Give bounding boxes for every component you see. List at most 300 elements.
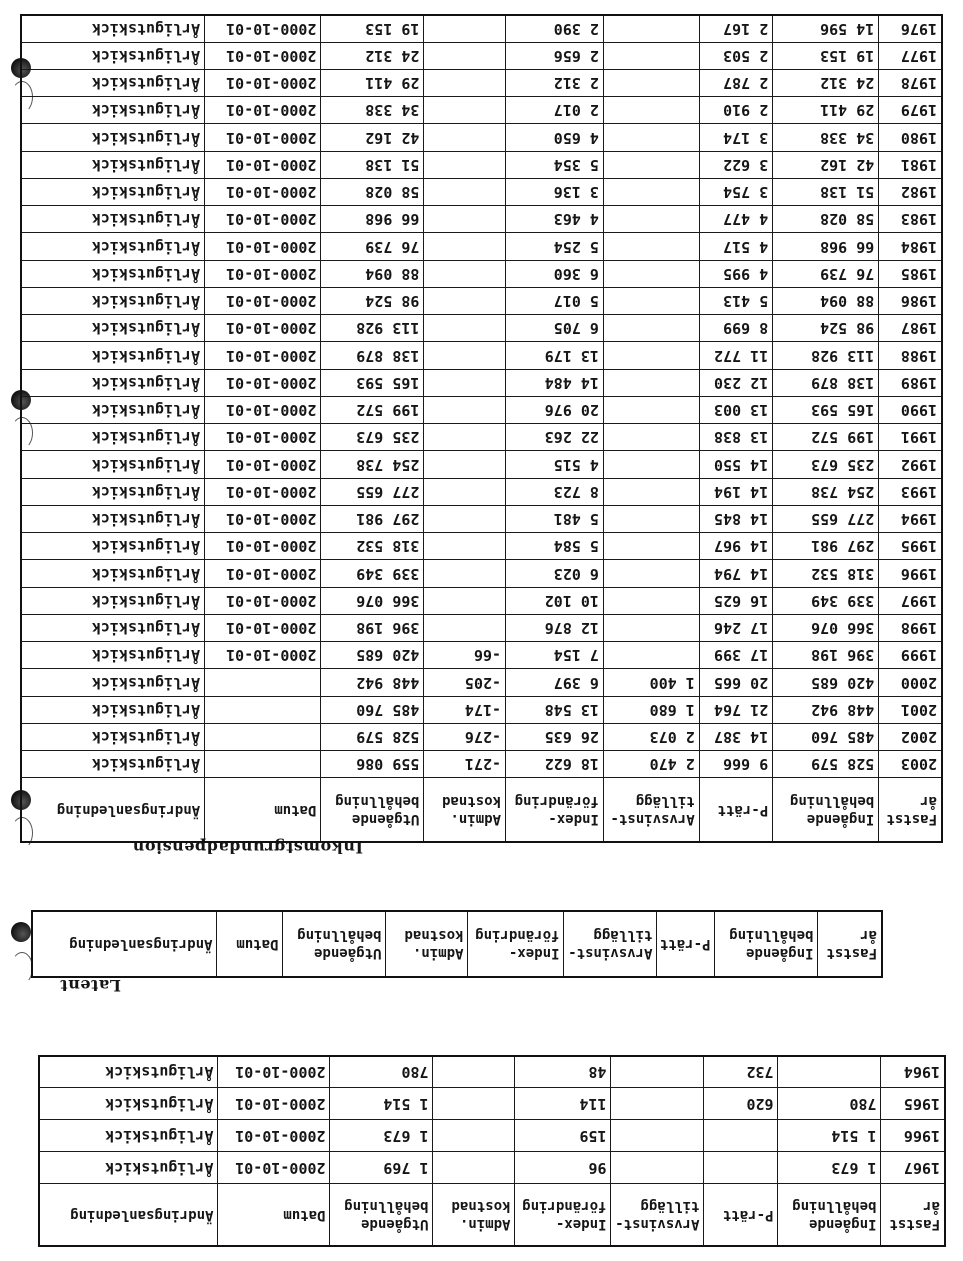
cell-admin — [424, 424, 506, 451]
cell-ar: 1989 — [879, 369, 942, 396]
cell-ingaende: 420 685 — [773, 669, 879, 696]
cell-arvsvinst — [603, 42, 699, 69]
header-col-prat — [704, 1184, 778, 1246]
cell-anledning: Årligutskick — [21, 669, 205, 696]
header-col-admin — [433, 1184, 515, 1246]
table-header-row — [39, 1184, 945, 1246]
cell-prat: 11 772 — [699, 342, 772, 369]
cell-datum: 2000-10-01 — [205, 42, 321, 69]
cell-utgaende: 1 769 — [330, 1152, 433, 1184]
cell-anledning: Årligutskick — [21, 478, 205, 505]
cell-admin — [433, 1152, 515, 1184]
cell-anledning: Årligutskick — [39, 1120, 218, 1152]
cell-ingaende: 42 162 — [773, 151, 879, 178]
cell-arvsvinst — [603, 97, 699, 124]
cell-datum: 2000-10-01 — [205, 369, 321, 396]
cell-anledning: Årligutskick — [21, 315, 205, 342]
cell-anledning: Årligutskick — [21, 587, 205, 614]
cell-ar: 1988 — [879, 342, 942, 369]
cell-ingaende: 88 094 — [773, 288, 879, 315]
cell-utgaende: 780 — [330, 1056, 433, 1088]
cell-datum: 2000-10-01 — [218, 1120, 330, 1152]
cell-arvsvinst — [603, 478, 699, 505]
cell-admin — [424, 42, 506, 69]
cell-arvsvinst: 2 073 — [603, 724, 699, 751]
header-line-1: Index- — [508, 945, 560, 961]
section-caption-inkomstgrundad: Inkomstgrundadpension — [132, 838, 363, 857]
cell-ingaende: 19 153 — [773, 42, 879, 69]
header-line-2: år — [860, 927, 877, 943]
cell-anledning: Årligutskick — [21, 696, 205, 723]
header-col-arvsvinst — [564, 911, 657, 977]
table-header-row — [32, 911, 882, 977]
cell-utgaende: 420 685 — [321, 642, 424, 669]
header-line-2: förändring — [475, 927, 560, 943]
cell-ar: 1998 — [879, 615, 942, 642]
cell-prat: 16 625 — [699, 587, 772, 614]
cell-ingaende: 485 760 — [773, 724, 879, 751]
cell-ar: 1990 — [879, 397, 942, 424]
cell-anledning: Årligutskick — [21, 179, 205, 206]
cell-anledning: Årligutskick — [21, 533, 205, 560]
table-row — [21, 288, 942, 315]
table-row — [21, 15, 942, 42]
cell-anledning: Årligutskick — [21, 233, 205, 260]
table-row — [21, 369, 942, 396]
table-row — [39, 1056, 945, 1088]
cell-utgaende: 76 739 — [321, 233, 424, 260]
cell-prat: 2 910 — [699, 97, 772, 124]
header-col-anledning — [32, 911, 217, 977]
cell-admin: -276 — [424, 724, 506, 751]
cell-ingaende: 318 532 — [773, 560, 879, 587]
cell-admin — [424, 587, 506, 614]
header-line-1: Index- — [548, 810, 599, 827]
cell-ar: 1982 — [879, 179, 942, 206]
cell-ingaende: 24 312 — [773, 70, 879, 97]
cell-ingaende: 165 593 — [773, 397, 879, 424]
cell-datum: 2000-10-01 — [205, 97, 321, 124]
cell-ingaende: 14 596 — [773, 15, 879, 42]
pension-table-bottom — [40, 1057, 946, 1247]
cell-arvsvinst — [603, 315, 699, 342]
cell-prat: 14 967 — [699, 533, 772, 560]
cell-ar: 1979 — [879, 97, 942, 124]
cell-utgaende: 88 094 — [321, 260, 424, 287]
header-col-ar — [879, 778, 942, 842]
cell-utgaende: 98 524 — [321, 288, 424, 315]
cell-utgaende: 165 593 — [321, 369, 424, 396]
cell-anledning: Årligutskick — [39, 1152, 218, 1184]
header-line-1: P-rätt — [717, 801, 769, 818]
cell-index: 48 — [515, 1056, 611, 1088]
header-line-1: Datum — [274, 801, 317, 818]
header-line-1: Admin. — [450, 810, 502, 827]
cell-utgaende: 24 312 — [321, 42, 424, 69]
cell-admin — [424, 478, 506, 505]
header-col-datum — [205, 778, 321, 842]
header-line-1: Ingående — [809, 1215, 877, 1232]
cell-ar: 1980 — [879, 124, 942, 151]
cell-prat: 620 — [704, 1088, 778, 1120]
cell-datum: 2000-10-01 — [205, 587, 321, 614]
table-row — [21, 560, 942, 587]
cell-index: 5 584 — [506, 533, 604, 560]
cell-anledning: Årligutskick — [21, 397, 205, 424]
cell-index: 8 723 — [506, 478, 604, 505]
cell-index: 20 976 — [506, 397, 604, 424]
header-line-1: Arvsvinst- — [615, 1215, 700, 1232]
cell-admin — [424, 124, 506, 151]
cell-admin — [424, 397, 506, 424]
cell-prat: 3 174 — [699, 124, 772, 151]
cell-anledning: Årligutskick — [21, 451, 205, 478]
header-line-1: Arvsvinst- — [610, 810, 695, 827]
header-line-2: behållning — [344, 1197, 429, 1214]
cell-admin — [424, 151, 506, 178]
cell-ar: 1987 — [879, 315, 942, 342]
cell-index: 14 484 — [506, 369, 604, 396]
cell-ingaende: 199 572 — [773, 424, 879, 451]
cell-arvsvinst — [603, 233, 699, 260]
cell-anledning: Årligutskick — [39, 1056, 218, 1088]
cell-index: 2 656 — [506, 42, 604, 69]
cell-ar: 1999 — [879, 642, 942, 669]
header-line-1: Index- — [555, 1215, 607, 1232]
table-row — [21, 42, 942, 69]
cell-utgaende: 34 338 — [321, 97, 424, 124]
cell-anledning: Årligutskick — [21, 751, 205, 778]
header-col-prat — [657, 911, 715, 977]
cell-arvsvinst — [603, 615, 699, 642]
cell-utgaende: 235 673 — [321, 424, 424, 451]
cell-utgaende: 1 673 — [330, 1120, 433, 1152]
cell-anledning: Årligutskick — [21, 506, 205, 533]
cell-datum: 2000-10-01 — [205, 70, 321, 97]
cell-ingaende: 1 673 — [778, 1152, 881, 1184]
cell-datum: 2000-10-01 — [205, 151, 321, 178]
cell-index: 18 622 — [506, 751, 604, 778]
cell-arvsvinst — [603, 206, 699, 233]
cell-prat — [704, 1120, 778, 1152]
cell-datum: 2000-10-01 — [218, 1088, 330, 1120]
section-caption-latent: Latent — [59, 976, 121, 995]
cell-admin — [424, 342, 506, 369]
cell-datum: 2000-10-01 — [205, 179, 321, 206]
cell-admin — [424, 451, 506, 478]
cell-index: 5 017 — [506, 288, 604, 315]
header-col-index — [506, 778, 604, 842]
cell-anledning: Årligutskick — [21, 206, 205, 233]
cell-utgaende: 366 076 — [321, 587, 424, 614]
cell-arvsvinst — [603, 451, 699, 478]
cell-index: 6 023 — [506, 560, 604, 587]
punch-hole-arc — [11, 952, 33, 984]
cell-index: 159 — [515, 1120, 611, 1152]
cell-arvsvinst — [603, 260, 699, 287]
cell-arvsvinst — [603, 642, 699, 669]
cell-utgaende: 277 655 — [321, 478, 424, 505]
cell-utgaende: 58 028 — [321, 179, 424, 206]
header-col-arvsvinst — [611, 1184, 704, 1246]
header-line-1: Ingående — [806, 810, 875, 827]
cell-index: 4 463 — [506, 206, 604, 233]
header-col-datum — [218, 1184, 330, 1246]
header-line-2: behållning — [297, 927, 382, 943]
header-line-1: Ändringsanledning — [56, 801, 201, 818]
cell-index: 6 397 — [506, 669, 604, 696]
header-line-1: P-rätt — [722, 1206, 774, 1223]
cell-admin — [424, 533, 506, 560]
cell-ingaende: 448 942 — [773, 696, 879, 723]
cell-datum: 2000-10-01 — [205, 315, 321, 342]
cell-anledning: Årligutskick — [21, 424, 205, 451]
header-col-index — [468, 911, 564, 977]
table-row — [21, 506, 942, 533]
cell-utgaende: 528 579 — [321, 724, 424, 751]
cell-ar: 1983 — [879, 206, 942, 233]
header-line-2: år — [923, 1197, 940, 1214]
cell-ingaende: 396 198 — [773, 642, 879, 669]
cell-admin: -271 — [424, 751, 506, 778]
header-col-utgaende — [283, 911, 386, 977]
cell-anledning: Årligutskick — [21, 560, 205, 587]
cell-index: 2 017 — [506, 97, 604, 124]
table-row — [21, 669, 942, 696]
cell-anledning: Årligutskick — [21, 97, 205, 124]
cell-prat: 2 167 — [699, 15, 772, 42]
pension-table-inkomstgrundad — [20, 14, 943, 843]
cell-ar: 1991 — [879, 424, 942, 451]
cell-arvsvinst: 2 470 — [603, 751, 699, 778]
cell-ingaende: 235 673 — [773, 451, 879, 478]
cell-ar: 2001 — [879, 696, 942, 723]
cell-datum — [205, 724, 321, 751]
cell-ar: 1981 — [879, 151, 942, 178]
cell-ingaende: 58 028 — [773, 206, 879, 233]
cell-ar: 1978 — [879, 70, 942, 97]
header-line-1: Utgående — [314, 945, 382, 961]
header-line-1: Admin. — [412, 945, 464, 961]
table-row — [21, 70, 942, 97]
cell-ar: 1967 — [881, 1152, 945, 1184]
cell-index: 5 354 — [506, 151, 604, 178]
cell-admin — [424, 206, 506, 233]
header-col-datum — [217, 911, 283, 977]
table-row — [21, 615, 942, 642]
cell-datum: 2000-10-01 — [218, 1152, 330, 1184]
cell-ingaende: 277 655 — [773, 506, 879, 533]
cell-prat: 12 230 — [699, 369, 772, 396]
cell-index: 3 136 — [506, 179, 604, 206]
cell-admin — [424, 506, 506, 533]
table-row — [39, 1088, 945, 1120]
cell-prat: 9 666 — [699, 751, 772, 778]
cell-anledning: Årligutskick — [21, 151, 205, 178]
cell-datum: 2000-10-01 — [205, 15, 321, 42]
cell-ar: 2002 — [879, 724, 942, 751]
cell-arvsvinst — [603, 587, 699, 614]
header-line-1: Arvsvinst- — [568, 945, 653, 961]
cell-arvsvinst — [603, 506, 699, 533]
cell-index: 10 102 — [506, 587, 604, 614]
cell-ingaende: 780 — [778, 1088, 881, 1120]
header-line-1: Admin. — [459, 1215, 511, 1232]
cell-index: 7 154 — [506, 642, 604, 669]
cell-arvsvinst — [603, 151, 699, 178]
cell-datum: 2000-10-01 — [205, 451, 321, 478]
cell-datum: 2000-10-01 — [205, 560, 321, 587]
cell-anledning: Årligutskick — [39, 1088, 218, 1120]
header-line-1: Ändringsanledning — [69, 936, 213, 952]
cell-index: 5 481 — [506, 506, 604, 533]
cell-ar: 1985 — [879, 260, 942, 287]
cell-ingaende: 66 968 — [773, 233, 879, 260]
cell-prat: 13 003 — [699, 397, 772, 424]
cell-ar: 1986 — [879, 288, 942, 315]
header-col-index — [515, 1184, 611, 1246]
cell-admin — [424, 97, 506, 124]
table-row — [21, 179, 942, 206]
cell-admin — [424, 369, 506, 396]
cell-anledning: Årligutskick — [21, 15, 205, 42]
cell-arvsvinst — [603, 424, 699, 451]
cell-anledning: Årligutskick — [21, 70, 205, 97]
header-col-anledning — [21, 778, 205, 842]
cell-utgaende: 297 981 — [321, 506, 424, 533]
cell-prat: 13 838 — [699, 424, 772, 451]
cell-prat: 17 399 — [699, 642, 772, 669]
cell-datum: 2000-10-01 — [205, 615, 321, 642]
cell-prat: 14 194 — [699, 478, 772, 505]
cell-prat: 17 246 — [699, 615, 772, 642]
cell-ar: 1964 — [881, 1056, 945, 1088]
cell-index: 2 312 — [506, 70, 604, 97]
cell-index: 5 254 — [506, 233, 604, 260]
cell-admin — [424, 260, 506, 287]
table-row — [21, 206, 942, 233]
punch-hole — [11, 922, 31, 942]
cell-ingaende: 366 076 — [773, 615, 879, 642]
cell-prat: 5 413 — [699, 288, 772, 315]
table-header-row — [21, 778, 942, 842]
cell-arvsvinst — [603, 288, 699, 315]
cell-ingaende: 339 349 — [773, 587, 879, 614]
cell-admin — [424, 288, 506, 315]
cell-arvsvinst: 1 680 — [603, 696, 699, 723]
cell-index: 2 390 — [506, 15, 604, 42]
table-row — [21, 587, 942, 614]
cell-ingaende: 297 981 — [773, 533, 879, 560]
cell-utgaende: 559 086 — [321, 751, 424, 778]
cell-datum — [205, 696, 321, 723]
cell-arvsvinst — [603, 70, 699, 97]
cell-datum: 2000-10-01 — [218, 1056, 330, 1088]
header-col-utgaende — [330, 1184, 433, 1246]
table-row — [39, 1120, 945, 1152]
cell-ar: 1996 — [879, 560, 942, 587]
cell-arvsvinst — [603, 124, 699, 151]
cell-prat: 732 — [704, 1056, 778, 1088]
header-line-1: Ingående — [746, 945, 814, 961]
table-row — [21, 533, 942, 560]
cell-ingaende: 76 739 — [773, 260, 879, 287]
header-col-anledning — [39, 1184, 218, 1246]
cell-prat: 4 517 — [699, 233, 772, 260]
cell-utgaende: 339 349 — [321, 560, 424, 587]
cell-prat: 20 665 — [699, 669, 772, 696]
cell-ar: 1997 — [879, 587, 942, 614]
cell-arvsvinst — [603, 560, 699, 587]
header-line-2: behållning — [792, 1197, 877, 1214]
cell-admin — [424, 615, 506, 642]
header-line-1: Fastst — [826, 945, 877, 961]
cell-datum — [205, 669, 321, 696]
table-row — [21, 724, 942, 751]
header-col-ingaende — [778, 1184, 881, 1246]
table-row — [21, 342, 942, 369]
cell-arvsvinst — [611, 1152, 704, 1184]
cell-utgaende: 51 138 — [321, 151, 424, 178]
cell-admin — [424, 15, 506, 42]
cell-index: 96 — [515, 1152, 611, 1184]
cell-arvsvinst: 1 400 — [603, 669, 699, 696]
header-line-1: Utgående — [361, 1215, 429, 1232]
cell-prat — [704, 1152, 778, 1184]
cell-prat: 2 503 — [699, 42, 772, 69]
cell-ar: 1984 — [879, 233, 942, 260]
cell-utgaende: 199 572 — [321, 397, 424, 424]
table-row — [21, 397, 942, 424]
cell-ingaende — [778, 1056, 881, 1088]
header-line-1: Datum — [236, 936, 279, 952]
cell-ar: 1992 — [879, 451, 942, 478]
cell-utgaende: 19 153 — [321, 15, 424, 42]
cell-index: 6 360 — [506, 260, 604, 287]
cell-prat: 14 387 — [699, 724, 772, 751]
table-row — [21, 315, 942, 342]
cell-utgaende: 318 532 — [321, 533, 424, 560]
cell-anledning: Årligutskick — [21, 342, 205, 369]
cell-ar: 1994 — [879, 506, 942, 533]
cell-anledning: Årligutskick — [21, 260, 205, 287]
cell-anledning: Årligutskick — [21, 42, 205, 69]
cell-ingaende: 51 138 — [773, 179, 879, 206]
cell-ingaende: 29 411 — [773, 97, 879, 124]
cell-index: 4 515 — [506, 451, 604, 478]
cell-anledning: Årligutskick — [21, 724, 205, 751]
header-line-2: år — [920, 792, 937, 809]
table-row — [21, 696, 942, 723]
cell-utgaende: 29 411 — [321, 70, 424, 97]
cell-prat: 21 764 — [699, 696, 772, 723]
cell-anledning: Årligutskick — [21, 288, 205, 315]
header-col-ingaende — [715, 911, 818, 977]
cell-admin: -205 — [424, 669, 506, 696]
cell-datum: 2000-10-01 — [205, 478, 321, 505]
cell-datum: 2000-10-01 — [205, 124, 321, 151]
header-line-2: tillägg — [635, 792, 695, 809]
cell-ar: 2000 — [879, 669, 942, 696]
table-row — [21, 151, 942, 178]
cell-admin — [433, 1056, 515, 1088]
cell-index: 114 — [515, 1088, 611, 1120]
cell-arvsvinst — [603, 342, 699, 369]
header-line-2: behållning — [335, 792, 420, 809]
cell-anledning: Årligutskick — [21, 642, 205, 669]
cell-index: 12 876 — [506, 615, 604, 642]
header-col-ar — [881, 1184, 945, 1246]
